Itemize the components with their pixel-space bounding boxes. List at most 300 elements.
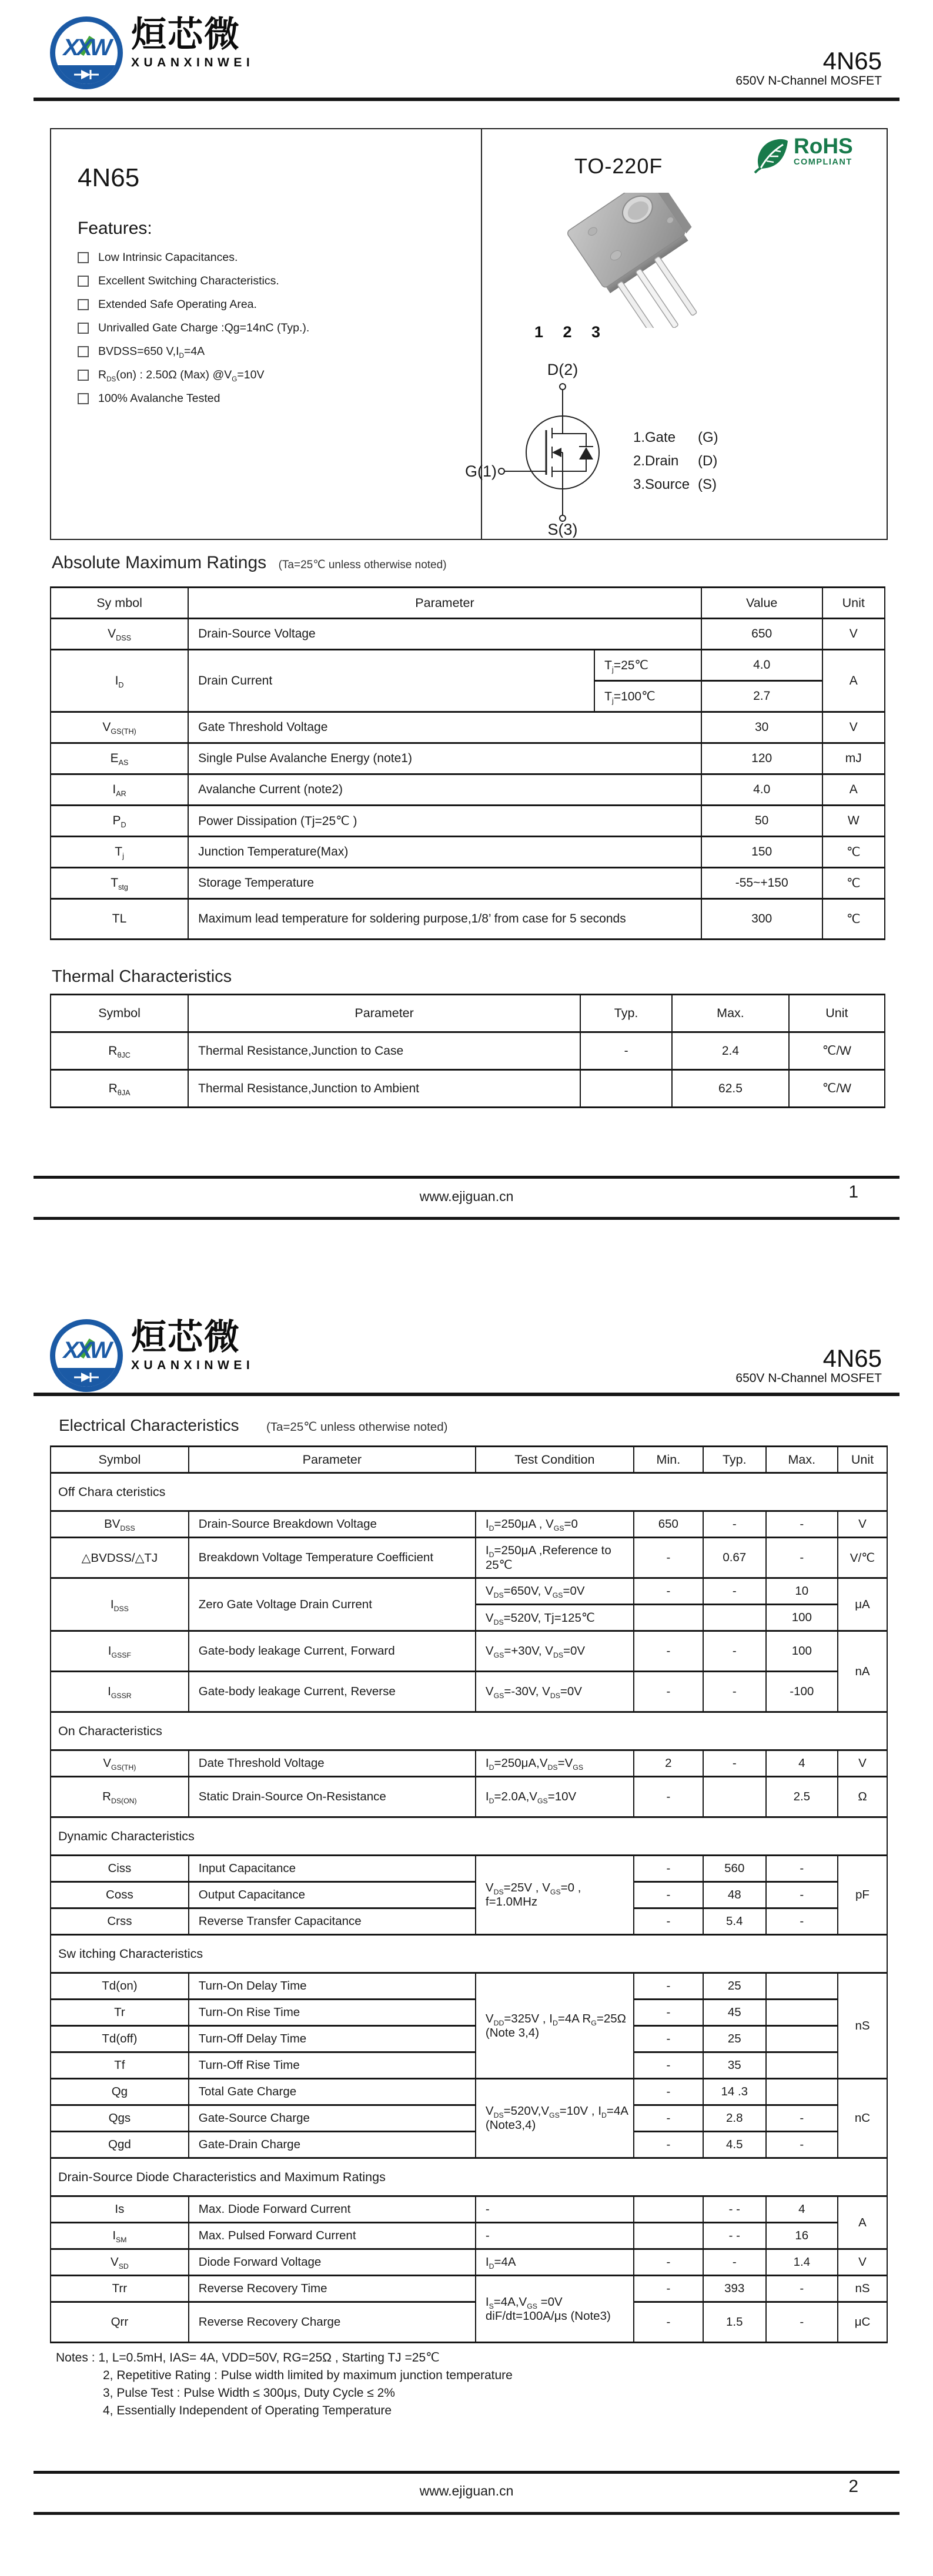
max-cell bbox=[766, 2052, 838, 2079]
parameter-cell: Storage Temperature bbox=[188, 868, 701, 899]
parameter-cell: Drain-Source Voltage bbox=[188, 619, 701, 650]
max-cell: 100 bbox=[766, 1631, 838, 1672]
col-typ: Typ. bbox=[580, 995, 672, 1032]
checkbox-icon bbox=[78, 252, 89, 263]
package-name: TO-220F bbox=[574, 154, 663, 178]
typ-cell: 45 bbox=[703, 2000, 766, 2026]
brand-text bbox=[131, 1319, 254, 1373]
parameter-cell: Gate-body leakage Current, Forward bbox=[189, 1631, 476, 1672]
symbol-cell: Coss bbox=[51, 1882, 189, 1908]
overview-box bbox=[50, 128, 888, 540]
test-cell: - bbox=[476, 2223, 634, 2249]
pin-name: 2.Drain bbox=[633, 453, 679, 469]
unit-cell: V bbox=[838, 1511, 887, 1538]
parameter-cell: Single Pulse Avalanche Energy (note1) bbox=[188, 743, 701, 774]
section-label: Off Chara cteristics bbox=[51, 1473, 887, 1511]
table-row-tl bbox=[51, 899, 885, 940]
table-row-vgsth bbox=[51, 1750, 887, 1777]
brand-latin: XUANXINWEI bbox=[131, 56, 255, 69]
unit-cell: V bbox=[838, 1750, 887, 1777]
unit-cell: A bbox=[822, 774, 885, 806]
table-row-qg bbox=[51, 2079, 887, 2105]
col-typ: Typ. bbox=[703, 1447, 766, 1473]
parameter-cell: Static Drain-Source On-Resistance bbox=[189, 1777, 476, 1817]
unit-cell: V bbox=[822, 619, 885, 650]
max-cell: -100 bbox=[766, 1672, 838, 1712]
parameter-cell: Reverse Transfer Capacitance bbox=[189, 1908, 476, 1935]
symbol-cell: Tf bbox=[51, 2052, 189, 2079]
unit-cell: Ω bbox=[838, 1777, 887, 1817]
typ-cell: - - bbox=[703, 2223, 766, 2249]
min-cell: - bbox=[634, 2079, 703, 2105]
section-label: Sw itching Characteristics bbox=[51, 1935, 887, 1973]
logo-xxw-text: XXW bbox=[63, 1337, 110, 1363]
symbol-cell: $I_{GSSR}$ bbox=[51, 1672, 189, 1712]
feature-text: $R_{DS}(on)$ : 2.50Ω (Max) $@V_G=10V$ bbox=[98, 368, 265, 383]
table-row-igssf bbox=[51, 1631, 887, 1672]
typ-cell: - bbox=[703, 1672, 766, 1712]
table-row-id-25 bbox=[51, 650, 885, 681]
condition-cell: $T_j=25℃$ bbox=[594, 650, 701, 681]
test-cell: $I_D=2.0A,V_{GS}=10V$ bbox=[476, 1777, 634, 1817]
unit-cell: ℃ bbox=[822, 837, 885, 868]
parameter-cell: Avalanche Current (note2) bbox=[188, 774, 701, 806]
table-row-vsd bbox=[51, 2249, 887, 2276]
typ-cell: 25 bbox=[703, 1973, 766, 2000]
max-cell bbox=[766, 2079, 838, 2105]
checkbox-icon bbox=[78, 370, 89, 381]
amr-title: Absolute Maximum Ratings bbox=[52, 553, 267, 572]
part-subtitle: 650V N-Channel MOSFET bbox=[735, 1371, 882, 1385]
checkbox-icon bbox=[78, 276, 89, 287]
section-dynamic-characteristics bbox=[51, 1817, 887, 1856]
unit-cell: mJ bbox=[822, 743, 885, 774]
brand-text bbox=[131, 16, 254, 70]
min-cell: - bbox=[634, 1631, 703, 1672]
typ-cell: 5.4 bbox=[703, 1908, 766, 1935]
unit-cell: pF bbox=[838, 1856, 887, 1935]
parameter-cell: Reverse Recovery Time bbox=[189, 2276, 476, 2302]
feature-text: Extended Safe Operating Area. bbox=[98, 297, 257, 311]
unit-cell: V bbox=[822, 712, 885, 743]
table-row-eas bbox=[51, 743, 885, 774]
footer-url[interactable]: www.ejiguan.cn bbox=[419, 2483, 514, 2498]
max-cell bbox=[766, 2000, 838, 2026]
checkbox-icon bbox=[78, 323, 89, 334]
logo-diode-band bbox=[55, 65, 118, 84]
parameter-cell: Reverse Recovery Charge bbox=[189, 2302, 476, 2343]
unit-cell: nS bbox=[838, 1973, 887, 2079]
parameter-cell: Gate Threshold Voltage bbox=[188, 712, 701, 743]
pin-numbers: 1 2 3 bbox=[534, 323, 608, 341]
section-label: On Characteristics bbox=[51, 1712, 887, 1750]
typ-cell: 393 bbox=[703, 2276, 766, 2302]
table-header-row bbox=[51, 1447, 887, 1473]
note-line: 2, Repetitive Rating : Pulse width limited by maximum junction temperature bbox=[103, 2369, 513, 2382]
table-row-rthja bbox=[51, 1070, 885, 1108]
value-cell: 30 bbox=[701, 712, 822, 743]
table-row-qgd bbox=[51, 2132, 887, 2158]
col-unit: Unit bbox=[838, 1447, 887, 1473]
value-cell: 50 bbox=[701, 806, 822, 837]
symbol-cell: $V_{DSS}$ bbox=[51, 619, 188, 650]
amr-title-row bbox=[52, 553, 447, 573]
test-cell: $V_{DS}=520V$, Tj=125℃ bbox=[476, 1605, 634, 1631]
diode-icon bbox=[73, 69, 100, 80]
parameter-cell: Breakdown Voltage Temperature Coefficient bbox=[189, 1538, 476, 1578]
unit-cell: nS bbox=[838, 2276, 887, 2302]
pin-abbr: (S) bbox=[698, 477, 717, 492]
max-cell: - bbox=[766, 2132, 838, 2158]
symbol-cell: Trr bbox=[51, 2276, 189, 2302]
symbol-cell: $V_{SD}$ bbox=[51, 2249, 189, 2276]
part-subtitle: 650V N-Channel MOSFET bbox=[735, 74, 882, 88]
typ-cell: 2.8 bbox=[703, 2105, 766, 2132]
notes-block bbox=[56, 2349, 820, 2420]
table-row-dbvdss bbox=[51, 1538, 887, 1578]
min-cell bbox=[634, 2223, 703, 2249]
rohs-label: RoHS bbox=[794, 134, 853, 158]
min-cell: 2 bbox=[634, 1750, 703, 1777]
symbol-cell: Td(on) bbox=[51, 1973, 189, 2000]
value-cell: 4.0 bbox=[701, 650, 822, 681]
page-number: 2 bbox=[848, 2477, 858, 2496]
header-rule bbox=[34, 1393, 899, 1396]
table-row-coss bbox=[51, 1882, 887, 1908]
min-cell: - bbox=[634, 1908, 703, 1935]
pin-legend-row bbox=[633, 450, 718, 473]
footer-rule-top bbox=[34, 1176, 899, 1179]
col-unit: Unit bbox=[822, 588, 885, 619]
parameter-cell: Gate-body leakage Current, Reverse bbox=[189, 1672, 476, 1712]
symbol-cell: △BVDSS/△TJ bbox=[51, 1538, 189, 1578]
section-diode-characteristics bbox=[51, 2158, 887, 2196]
symbol-cell: TL bbox=[51, 899, 188, 940]
feature-text: 100% Avalanche Tested bbox=[98, 391, 220, 405]
symbol-cell: $P_D$ bbox=[51, 806, 188, 837]
parameter-cell: Gate-Source Charge bbox=[189, 2105, 476, 2132]
symbol-cell: $I_{AR}$ bbox=[51, 774, 188, 806]
symbol-cell: $I_D$ bbox=[51, 650, 188, 712]
feature-text: Excellent Switching Characteristics. bbox=[98, 274, 279, 287]
section-on-characteristics bbox=[51, 1712, 887, 1750]
rohs-badge bbox=[754, 135, 853, 174]
parameter-cell: Input Capacitance bbox=[189, 1856, 476, 1882]
parameter-cell: Diode Forward Voltage bbox=[189, 2249, 476, 2276]
table-row-qgs bbox=[51, 2105, 887, 2132]
parameter-cell: Date Threshold Voltage bbox=[189, 1750, 476, 1777]
brand-chinese: 烜芯微 bbox=[131, 14, 240, 55]
unit-cell: nA bbox=[838, 1631, 887, 1712]
brand-logo-mark bbox=[50, 16, 123, 89]
test-cell: $V_{DD}=325V$ , $I_D=4A$ $R_G=25\Omega$ (Note 3,4) bbox=[476, 1973, 634, 2079]
typ-cell: - bbox=[703, 1578, 766, 1605]
table-row-rdson bbox=[51, 1777, 887, 1817]
symbol-cell: $R_{\theta JA}$ bbox=[51, 1070, 188, 1108]
symbol-cell: Ciss bbox=[51, 1856, 189, 1882]
test-cell: $I_D=250\mu A,V_{DS}=V_{GS}$ bbox=[476, 1750, 634, 1777]
max-cell: - bbox=[766, 1908, 838, 1935]
test-cell: $V_{DS}=25V$ , $V_{GS}=0$ , f=1.0MHz bbox=[476, 1856, 634, 1935]
unit-cell: nC bbox=[838, 2079, 887, 2158]
unit-cell: μA bbox=[838, 1578, 887, 1631]
max-cell: - bbox=[766, 2276, 838, 2302]
min-cell: - bbox=[634, 1882, 703, 1908]
unit-cell: V/℃ bbox=[838, 1538, 887, 1578]
package-image bbox=[551, 193, 733, 328]
table-row-is bbox=[51, 2196, 887, 2223]
min-cell: - bbox=[634, 2302, 703, 2343]
pin-name: 1.Gate bbox=[633, 430, 676, 445]
table-row-vdss bbox=[51, 619, 885, 650]
checkbox-icon bbox=[78, 393, 89, 404]
part-number: 4N65 bbox=[822, 1344, 882, 1372]
typ-cell: 25 bbox=[703, 2026, 766, 2052]
value-cell: -55~+150 bbox=[701, 868, 822, 899]
typ-cell: - bbox=[703, 1631, 766, 1672]
col-parameter: Parameter bbox=[188, 995, 580, 1032]
col-max: Max. bbox=[672, 995, 789, 1032]
table-row-tstg bbox=[51, 868, 885, 899]
min-cell: - bbox=[634, 1856, 703, 1882]
feature-text: Unrivalled Gate Charge :Qg=14nC (Typ.). bbox=[98, 321, 310, 334]
max-cell: 62.5 bbox=[672, 1070, 789, 1108]
parameter-cell: Thermal Resistance,Junction to Ambient bbox=[188, 1070, 580, 1108]
min-cell: - bbox=[634, 1973, 703, 2000]
symbol-cell: $E_{AS}$ bbox=[51, 743, 188, 774]
parameter-cell: Power Dissipation (Tj=25℃ ) bbox=[188, 806, 701, 837]
feature-text: Low Intrinsic Capacitances. bbox=[98, 250, 238, 264]
col-symbol: Symbol bbox=[51, 1447, 189, 1473]
max-cell: - bbox=[766, 2105, 838, 2132]
footer-rule-top bbox=[34, 2471, 899, 2474]
max-cell: 10 bbox=[766, 1578, 838, 1605]
brand-logo bbox=[50, 16, 254, 89]
section-off-characteristics bbox=[51, 1473, 887, 1511]
min-cell bbox=[634, 1605, 703, 1631]
table-row-trr bbox=[51, 2276, 887, 2302]
pin-abbr: (D) bbox=[698, 453, 718, 469]
mosfet-symbol bbox=[463, 358, 657, 538]
col-value: Value bbox=[701, 588, 822, 619]
electrical-characteristics-table bbox=[50, 1445, 888, 2343]
typ-cell bbox=[703, 1777, 766, 1817]
typ-cell: - bbox=[703, 1511, 766, 1538]
parameter-cell: Junction Temperature(Max) bbox=[188, 837, 701, 868]
min-cell: - bbox=[634, 1538, 703, 1578]
typ-cell: - bbox=[703, 2249, 766, 2276]
parameter-cell: Output Capacitance bbox=[189, 1882, 476, 1908]
parameter-cell: Max. Diode Forward Current bbox=[189, 2196, 476, 2223]
value-cell: 2.7 bbox=[701, 681, 822, 712]
parameter-cell: Zero Gate Voltage Drain Current bbox=[189, 1578, 476, 1631]
symbol-cell: Qgd bbox=[51, 2132, 189, 2158]
pin-name: 3.Source bbox=[633, 477, 690, 492]
symbol-cell: $V_{GS(TH)}$ bbox=[51, 712, 188, 743]
parameter-cell: Turn-On Rise Time bbox=[189, 2000, 476, 2026]
symbol-cell: Qrr bbox=[51, 2302, 189, 2343]
absolute-maximum-ratings-table bbox=[50, 586, 885, 940]
table-row-tdon bbox=[51, 1973, 887, 2000]
col-test-condition: Test Condition bbox=[476, 1447, 634, 1473]
max-cell bbox=[766, 2026, 838, 2052]
table-row-idss-650 bbox=[51, 1578, 887, 1605]
pin-abbr: (G) bbox=[698, 430, 718, 445]
brand-chinese: 烜芯微 bbox=[131, 1317, 240, 1358]
table-row-crss bbox=[51, 1908, 887, 1935]
footer-rule-bottom bbox=[34, 2512, 899, 2515]
table-row-ism bbox=[51, 2223, 887, 2249]
value-cell: 300 bbox=[701, 899, 822, 940]
feature-item bbox=[78, 363, 454, 387]
symbol-cell: $T_j$ bbox=[51, 837, 188, 868]
typ-cell: - - bbox=[703, 2196, 766, 2223]
part-number: 4N65 bbox=[822, 47, 882, 75]
symbol-cell: Qgs bbox=[51, 2105, 189, 2132]
table-row-bvdss bbox=[51, 1511, 887, 1538]
col-min: Min. bbox=[634, 1447, 703, 1473]
max-cell: - bbox=[766, 1882, 838, 1908]
value-cell: 650 bbox=[701, 619, 822, 650]
col-max: Max. bbox=[766, 1447, 838, 1473]
typ-cell: - bbox=[703, 1750, 766, 1777]
min-cell: - bbox=[634, 2105, 703, 2132]
max-cell: 4 bbox=[766, 2196, 838, 2223]
feature-item bbox=[78, 246, 454, 269]
brand-logo-mark bbox=[50, 1319, 123, 1392]
symbol-cell: $BV_{DSS}$ bbox=[51, 1511, 189, 1538]
table-row-tf bbox=[51, 2052, 887, 2079]
parameter-cell: Drain Current bbox=[188, 650, 594, 712]
test-cell: $V_{DS}=520V,V_{GS}=10V$ , $I_D=4A$ (Note3,4) bbox=[476, 2079, 634, 2158]
symbol-cell: Td(off) bbox=[51, 2026, 189, 2052]
parameter-cell: Drain-Source Breakdown Voltage bbox=[189, 1511, 476, 1538]
symbol-cell: $R_{DS(ON)}$ bbox=[51, 1777, 189, 1817]
brand-logo bbox=[50, 1319, 254, 1392]
max-cell: 4 bbox=[766, 1750, 838, 1777]
test-cell: $V_{GS}=+30V$, $V_{DS}=0V$ bbox=[476, 1631, 634, 1672]
col-symbol: Sy mbol bbox=[51, 588, 188, 619]
max-cell: 1.4 bbox=[766, 2249, 838, 2276]
features-list bbox=[78, 246, 454, 410]
parameter-cell: Turn-Off Rise Time bbox=[189, 2052, 476, 2079]
note-line: Notes : 1, L=0.5mH, IAS= 4A, VDD=50V, RG=25Ω , Starting TJ =25℃ bbox=[56, 2351, 440, 2364]
test-cell: $V_{GS}=-30V$, $V_{DS}=0V$ bbox=[476, 1672, 634, 1712]
diode-icon bbox=[73, 1371, 100, 1383]
max-cell: - bbox=[766, 1511, 838, 1538]
table-row-iar bbox=[51, 774, 885, 806]
typ-cell: 14 .3 bbox=[703, 2079, 766, 2105]
rohs-compliant-label: COMPLIANT bbox=[794, 157, 852, 167]
test-cell: - bbox=[476, 2196, 634, 2223]
footer-url[interactable]: www.ejiguan.cn bbox=[419, 1189, 514, 1204]
page-number: 1 bbox=[848, 1182, 858, 1202]
symbol-drain-label: D(2) bbox=[547, 361, 578, 378]
min-cell: - bbox=[634, 1672, 703, 1712]
symbol-cell: $I_{SM}$ bbox=[51, 2223, 189, 2249]
unit-cell: V bbox=[838, 2249, 887, 2276]
typ-cell: 560 bbox=[703, 1856, 766, 1882]
unit-cell: W bbox=[822, 806, 885, 837]
value-cell: 120 bbox=[701, 743, 822, 774]
min-cell bbox=[634, 2196, 703, 2223]
unit-cell: ℃ bbox=[822, 868, 885, 899]
test-cell: $I_D=4A$ bbox=[476, 2249, 634, 2276]
table-row-tr bbox=[51, 2000, 887, 2026]
feature-item bbox=[78, 269, 454, 293]
col-symbol: Symbol bbox=[51, 995, 188, 1032]
table-header-row bbox=[51, 995, 885, 1032]
brand-latin: XUANXINWEI bbox=[131, 1359, 255, 1372]
checkbox-icon bbox=[78, 299, 89, 310]
min-cell: - bbox=[634, 2026, 703, 2052]
amr-note: (Ta=25℃ unless otherwise noted) bbox=[278, 559, 447, 571]
max-cell: - bbox=[766, 1856, 838, 1882]
table-row-qrr bbox=[51, 2302, 887, 2343]
typ-cell: 48 bbox=[703, 1882, 766, 1908]
elec-title-row bbox=[59, 1416, 447, 1435]
table-row-tdoff bbox=[51, 2026, 887, 2052]
min-cell: - bbox=[634, 1578, 703, 1605]
elec-title: Electrical Characteristics bbox=[59, 1416, 239, 1434]
parameter-cell: Gate-Drain Charge bbox=[189, 2132, 476, 2158]
parameter-cell: Maximum lead temperature for soldering purpose,1/8’ from case for 5 seconds bbox=[188, 899, 701, 940]
unit-cell: A bbox=[838, 2196, 887, 2249]
symbol-source-label: S(3) bbox=[547, 521, 578, 538]
test-cell: $I_D=250\mu A$ , $V_{GS}=0$ bbox=[476, 1511, 634, 1538]
symbol-gate-label: G(1) bbox=[465, 462, 497, 480]
symbol-cell: $T_{stg}$ bbox=[51, 868, 188, 899]
unit-cell: A bbox=[822, 650, 885, 712]
table-header-row bbox=[51, 588, 885, 619]
symbol-cell: Tr bbox=[51, 2000, 189, 2026]
max-cell bbox=[766, 1973, 838, 2000]
typ-cell: - bbox=[580, 1032, 672, 1070]
col-parameter: Parameter bbox=[188, 588, 701, 619]
symbol-cell: Qg bbox=[51, 2079, 189, 2105]
max-cell: 2.4 bbox=[672, 1032, 789, 1070]
parameter-cell: Max. Pulsed Forward Current bbox=[189, 2223, 476, 2249]
col-parameter: Parameter bbox=[189, 1447, 476, 1473]
symbol-cell: $I_{GSSF}$ bbox=[51, 1631, 189, 1672]
min-cell: - bbox=[634, 2276, 703, 2302]
feature-item bbox=[78, 340, 454, 363]
typ-cell bbox=[580, 1070, 672, 1108]
logo-xxw-text: XXW bbox=[63, 35, 110, 61]
typ-cell bbox=[703, 1605, 766, 1631]
section-switching-characteristics bbox=[51, 1935, 887, 1973]
logo-diode-band bbox=[55, 1368, 118, 1387]
feature-item bbox=[78, 293, 454, 316]
symbol-cell: Is bbox=[51, 2196, 189, 2223]
pin-legend-row bbox=[633, 426, 718, 450]
max-cell: 2.5 bbox=[766, 1777, 838, 1817]
value-cell: 150 bbox=[701, 837, 822, 868]
symbol-cell: $V_{GS(TH)}$ bbox=[51, 1750, 189, 1777]
checkbox-icon bbox=[78, 346, 89, 357]
test-cell: $I_D=250\mu A$ ,Reference to 25℃ bbox=[476, 1538, 634, 1578]
min-cell: - bbox=[634, 1777, 703, 1817]
parameter-cell: Turn-On Delay Time bbox=[189, 1973, 476, 2000]
parameter-cell: Thermal Resistance,Junction to Case bbox=[188, 1032, 580, 1070]
note-line: 3, Pulse Test : Pulse Width ≤ 300μs, Duty Cycle ≤ 2% bbox=[103, 2386, 395, 2400]
rohs-leaf-icon bbox=[754, 135, 790, 174]
unit-cell: μC bbox=[838, 2302, 887, 2343]
typ-cell: 35 bbox=[703, 2052, 766, 2079]
table-row-igssr bbox=[51, 1672, 887, 1712]
feature-item bbox=[78, 316, 454, 340]
max-cell: 100 bbox=[766, 1605, 838, 1631]
